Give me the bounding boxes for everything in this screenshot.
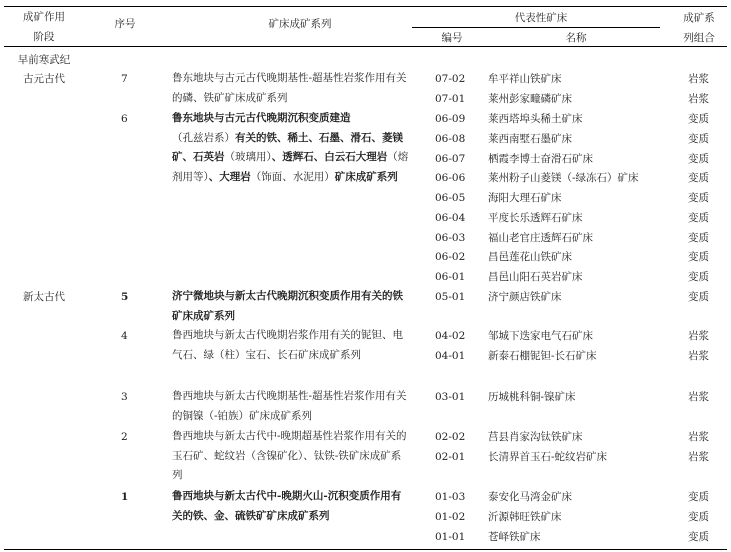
deposit-type: 变质: [688, 531, 709, 543]
deposit-row: [0, 168, 731, 188]
deposit-name: 泰安化马湾金矿床: [488, 491, 572, 503]
series-text-segment: 矿床成矿系列: [334, 170, 398, 183]
deposit-code: 06-01: [435, 271, 466, 283]
series-description: 济宁微地块与新太古代晚期沉积变质作用有关的铁矿床成矿系列: [172, 290, 403, 322]
header-code: 编号: [441, 32, 463, 44]
deposit-code: 06-09: [435, 113, 466, 125]
era-label-neoarchean: 新太古代: [23, 291, 65, 303]
deposit-name: 历城桃科铜-镍矿床: [488, 391, 576, 403]
deposit-code: 06-06: [435, 172, 466, 184]
header-rep-deposit: 代表性矿床: [514, 12, 568, 24]
series-seq: 4: [121, 330, 128, 342]
deposit-code: 01-03: [435, 491, 466, 503]
deposit-row: [0, 188, 731, 208]
series-seq: 5: [121, 291, 129, 303]
deposit-code: 06-02: [435, 251, 466, 263]
header-combo-line2: 列组合: [683, 32, 715, 44]
deposit-row: [0, 346, 731, 366]
deposit-type: 变质: [688, 491, 709, 503]
deposit-row: [0, 326, 731, 346]
series-text-segment: （玻璃用）: [224, 151, 272, 163]
deposit-type: 岩浆: [688, 451, 709, 463]
deposit-row: [0, 487, 731, 507]
deposit-name: 邹城下迭家电气石矿床: [488, 330, 593, 342]
deposit-row: [0, 287, 731, 307]
deposit-type: 变质: [688, 212, 709, 224]
series-description: 鲁西地块与新太古代晚期岩浆作用有关的铌钽、电气石、绿（柱）宝石、长石矿床成矿系列: [172, 329, 403, 361]
deposit-type: 变质: [688, 511, 709, 523]
deposit-type: 变质: [688, 291, 709, 303]
deposit-code: 02-02: [435, 431, 466, 443]
deposit-code: 06-08: [435, 133, 466, 145]
series-seq: 7: [121, 73, 128, 85]
deposit-name: 昌邑山阳石英岩矿床: [488, 271, 583, 283]
deposit-row: [0, 427, 731, 447]
deposit-name: 昌邑莲花山铁矿床: [488, 251, 572, 263]
deposit-name: 福山老官庄透辉石矿床: [488, 232, 593, 244]
deposit-type: 岩浆: [688, 431, 709, 443]
deposit-type: 变质: [688, 172, 709, 184]
series-text-segment: （饰面、水泥用）: [250, 170, 335, 183]
series-seq: 2: [121, 431, 128, 443]
deposit-code: 04-02: [435, 330, 466, 342]
header-bottom-rule: [4, 46, 727, 47]
deposit-type: 岩浆: [688, 350, 709, 362]
deposit-code: 06-04: [435, 212, 466, 224]
era-label-paleoproterozoic: 古元古代: [23, 73, 65, 85]
deposit-code: 01-01: [435, 531, 466, 543]
deposit-name: 苍峄铁矿床: [488, 531, 541, 543]
deposit-name: 平度长乐透辉石矿床: [488, 212, 583, 224]
series-text-segment: 、透辉石、白云石大理岩: [271, 151, 388, 163]
deposit-row: [0, 507, 731, 527]
deposit-row: [0, 109, 731, 129]
deposit-row: [0, 69, 731, 89]
deposit-name: 海阳大理石矿床: [488, 192, 562, 204]
series-seq: 1: [121, 491, 129, 503]
series-text-segment: 有关的铁、稀土、石墨、滑石、菱镁矿、石英岩: [172, 131, 403, 163]
series-description: 鲁西地块与新太古代晚期基性-超基性岩浆作用有关的铜镍（-铂族）矿床成矿系列: [172, 390, 407, 422]
deposit-type: 岩浆: [688, 73, 709, 85]
series-text-segment: （熔剂用等）: [172, 151, 409, 183]
deposit-code: 06-05: [435, 192, 466, 204]
deposit-code: 02-01: [435, 451, 466, 463]
deposit-code: 05-01: [435, 291, 466, 303]
header-stage-line1: 成矿作用: [23, 11, 65, 23]
series-seq: 6: [121, 113, 128, 125]
deposit-row: [0, 527, 731, 547]
header-combo-line1: 成矿系: [683, 12, 715, 24]
deposit-row: [0, 228, 731, 248]
deposit-row: [0, 208, 731, 228]
deposit-code: 07-01: [435, 93, 466, 105]
series-description: 鲁西地块与新太古代中-晚期超基性岩浆作用有关的玉石矿、蛇纹岩（含镍矿化）、钛铁-铁矿床成矿系列: [172, 430, 407, 481]
deposit-type: 变质: [688, 192, 709, 204]
deposit-type: 变质: [688, 271, 709, 283]
header-seq: 序号: [114, 18, 136, 30]
deposit-type: 岩浆: [688, 330, 709, 342]
deposit-type: 岩浆: [688, 93, 709, 105]
deposit-name: 莒县肖家沟钛铁矿床: [488, 431, 583, 443]
table-bottom-rule: [4, 549, 727, 550]
era-label-early-precambrian: 早前寒武纪: [17, 54, 71, 66]
deposit-row: [0, 267, 731, 287]
deposit-name: 栖霞李博士奋滑石矿床: [488, 153, 593, 165]
series-text-segment: 鲁东地块与古元古代晚期沉积变质建造: [172, 112, 351, 124]
deposit-name: 新泰石棚铌钽-长石矿床: [488, 350, 597, 362]
deposit-code: 01-02: [435, 511, 466, 523]
deposit-type: 变质: [688, 113, 709, 125]
deposit-name: 莱州粉子山菱镁（-绿冻石）矿床: [488, 172, 639, 184]
table-top-rule: [4, 6, 727, 7]
deposit-name: 沂源韩旺铁矿床: [488, 511, 562, 523]
header-stage-line2: 阶段: [33, 31, 55, 43]
deposit-row: [0, 89, 731, 109]
deposit-row: [0, 247, 731, 267]
deposit-code: 04-01: [435, 350, 466, 362]
deposit-name: 莱西南墅石墨矿床: [488, 133, 572, 145]
deposit-type: 变质: [688, 133, 709, 145]
deposit-row: [0, 129, 731, 149]
deposit-name: 莱西塔埠头稀土矿床: [488, 113, 583, 125]
deposit-row: [0, 149, 731, 169]
header-sub-rule: [412, 27, 660, 28]
deposit-code: 03-01: [435, 391, 466, 403]
deposit-name: 长清界首玉石-蛇纹岩矿床: [488, 451, 608, 463]
deposit-name: 莱州彭家疃磷矿床: [488, 93, 572, 105]
deposit-code: 06-07: [435, 153, 466, 165]
deposit-type: 岩浆: [688, 391, 709, 403]
series-seq: 3: [121, 391, 128, 403]
series-text-segment: （孔兹岩系）: [172, 131, 235, 144]
series-description: 鲁西地块与新太古代中-晚期火山-沉积变质作用有关的铁、金、硫铁矿矿床成矿系列: [172, 490, 402, 522]
deposit-type: 变质: [688, 153, 709, 165]
deposit-name: 济宁颜店铁矿床: [488, 291, 562, 303]
deposit-row: [0, 387, 731, 407]
header-name: 名称: [565, 32, 587, 44]
series-text-segment: 、大理岩: [208, 170, 251, 183]
deposit-code: 07-02: [435, 73, 466, 85]
deposit-type: 变质: [688, 232, 709, 244]
header-system: 矿床成矿系列: [268, 18, 332, 30]
deposit-row: [0, 447, 731, 467]
deposit-code: 06-03: [435, 232, 466, 244]
deposit-name: 牟平祥山铁矿床: [488, 73, 562, 85]
deposit-type: 变质: [688, 251, 709, 263]
series-description: 鲁东地块与古元古代晚期基性-超基性岩浆作用有关的磷、铁矿矿床成矿系列: [172, 72, 407, 104]
